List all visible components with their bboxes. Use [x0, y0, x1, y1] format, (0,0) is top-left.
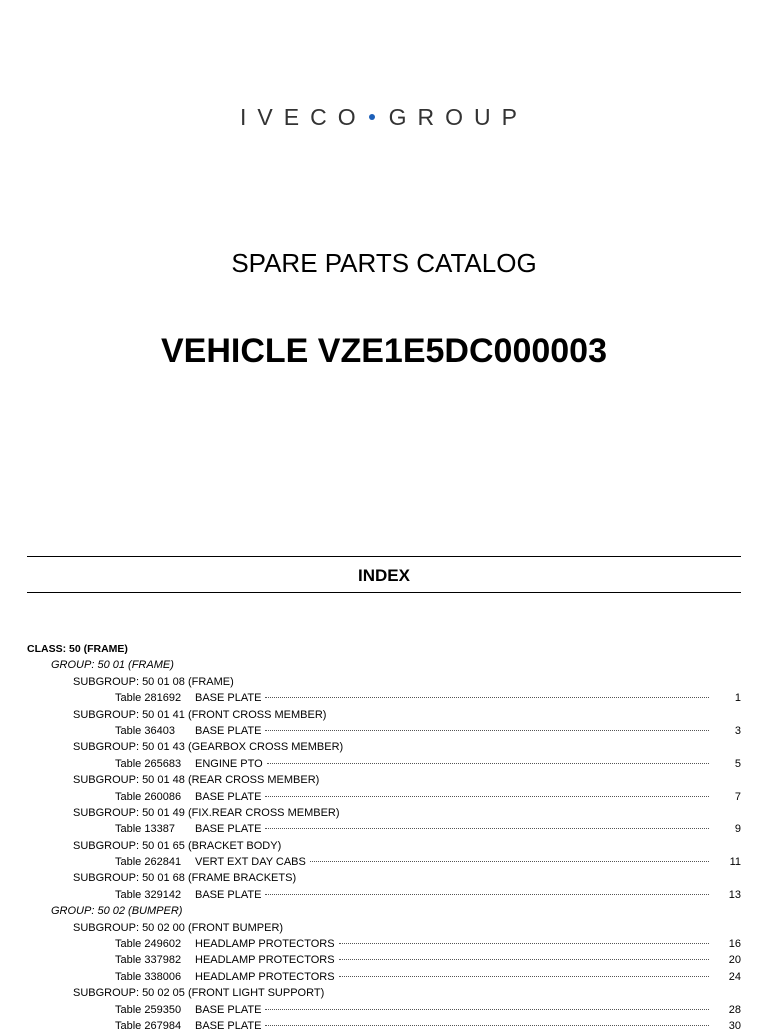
- index-table-entry[interactable]: [27, 1002, 741, 1018]
- table-number: Table 259350: [115, 1003, 182, 1016]
- index-table-entry[interactable]: [27, 690, 741, 706]
- index-table-entry[interactable]: [27, 887, 741, 903]
- page-number: 20: [728, 954, 741, 967]
- page-number: 24: [728, 970, 741, 983]
- index-table-entry[interactable]: [27, 723, 741, 739]
- logo-word-iveco: IVECO: [240, 104, 367, 130]
- dot-leader: [265, 894, 709, 895]
- page-number: 9: [734, 823, 741, 836]
- table-description: HEADLAMP PROTECTORS: [195, 938, 335, 951]
- index-top-divider: [27, 556, 741, 557]
- index-subgroup[interactable]: SUBGROUP: 50 02 00 (FRONT BUMPER): [73, 921, 284, 934]
- page-number: 5: [734, 757, 741, 770]
- page-number: 13: [728, 888, 741, 901]
- table-number: Table 281692: [115, 692, 182, 705]
- index-group: GROUP: 50 01 (FRAME): [51, 659, 174, 672]
- index-subgroup[interactable]: SUBGROUP: 50 01 65 (BRACKET BODY): [73, 839, 282, 852]
- dot-leader: [339, 959, 709, 960]
- index-table-entry[interactable]: [27, 1018, 741, 1034]
- table-description: BASE PLATE: [195, 888, 262, 901]
- catalog-title: SPARE PARTS CATALOG: [231, 248, 537, 278]
- index-class: CLASS: 50 (FRAME): [27, 643, 128, 655]
- index-subgroup[interactable]: SUBGROUP: 50 01 43 (GEARBOX CROSS MEMBER): [73, 741, 344, 754]
- index-table-entry[interactable]: [27, 936, 741, 952]
- index-subgroup[interactable]: SUBGROUP: 50 01 48 (REAR CROSS MEMBER): [73, 774, 320, 787]
- page-number: 3: [734, 724, 741, 737]
- table-number: Table 249602: [115, 938, 182, 951]
- table-description: ENGINE PTO: [195, 757, 263, 770]
- dot-leader: [265, 796, 709, 797]
- index-subgroup[interactable]: SUBGROUP: 50 02 05 (FRONT LIGHT SUPPORT): [73, 987, 325, 1000]
- index-table-entry[interactable]: [27, 952, 741, 968]
- iveco-group-logo: [0, 104, 768, 131]
- page-number: 11: [729, 856, 741, 869]
- index-table-entry[interactable]: [27, 821, 741, 837]
- page-number: 16: [728, 938, 741, 951]
- index-subgroup[interactable]: SUBGROUP: 50 01 49 (FIX.REAR CROSS MEMBER): [73, 806, 340, 819]
- logo-word-group: GROUP: [388, 104, 528, 130]
- page-number: 30: [728, 1019, 741, 1032]
- table-description: BASE PLATE: [195, 692, 262, 705]
- dot-leader: [265, 828, 709, 829]
- index-group: GROUP: 50 02 (BUMPER): [51, 905, 183, 918]
- dot-leader: [339, 943, 709, 944]
- index-table-entry[interactable]: [27, 969, 741, 985]
- table-description: BASE PLATE: [195, 1003, 262, 1016]
- table-number: Table 338006: [115, 970, 182, 983]
- index-subgroup[interactable]: SUBGROUP: 50 01 08 (FRAME): [73, 675, 234, 688]
- table-description: BASE PLATE: [195, 790, 262, 803]
- index-table-entry[interactable]: [27, 854, 741, 870]
- index-table-entry[interactable]: [27, 789, 741, 805]
- dot-leader: [339, 976, 709, 977]
- index-bottom-divider: [27, 592, 741, 593]
- page-number: 1: [734, 692, 741, 705]
- table-number: Table 36403: [115, 724, 175, 737]
- table-number: Table 262841: [115, 856, 182, 869]
- page-number: 28: [728, 1003, 741, 1016]
- table-description: VERT EXT DAY CABS: [195, 856, 306, 869]
- index-table-entry[interactable]: [27, 756, 741, 772]
- table-number: Table 337982: [115, 954, 182, 967]
- index-list: [27, 641, 741, 1034]
- table-description: BASE PLATE: [195, 823, 262, 836]
- table-number: Table 329142: [115, 888, 182, 901]
- table-description: HEADLAMP PROTECTORS: [195, 954, 335, 967]
- index-subgroup[interactable]: SUBGROUP: 50 01 68 (FRAME BRACKETS): [73, 872, 297, 885]
- dot-leader: [265, 730, 709, 731]
- table-description: BASE PLATE: [195, 1019, 262, 1032]
- table-number: Table 265683: [115, 757, 182, 770]
- index-subgroup[interactable]: SUBGROUP: 50 01 41 (FRONT CROSS MEMBER): [73, 708, 327, 721]
- logo-dot-icon: [369, 114, 375, 120]
- table-description: BASE PLATE: [195, 724, 262, 737]
- table-number: Table 267984: [115, 1019, 182, 1032]
- dot-leader: [265, 1009, 709, 1010]
- dot-leader: [310, 861, 709, 862]
- table-number: Table 13387: [115, 823, 175, 836]
- dot-leader: [267, 763, 709, 764]
- index-heading: INDEX: [358, 566, 410, 585]
- table-description: HEADLAMP PROTECTORS: [195, 970, 335, 983]
- dot-leader: [265, 1025, 709, 1026]
- table-number: Table 260086: [115, 790, 182, 803]
- page-number: 7: [734, 790, 741, 803]
- dot-leader: [265, 697, 709, 698]
- vehicle-title: VEHICLE VZE1E5DC000003: [161, 332, 607, 370]
